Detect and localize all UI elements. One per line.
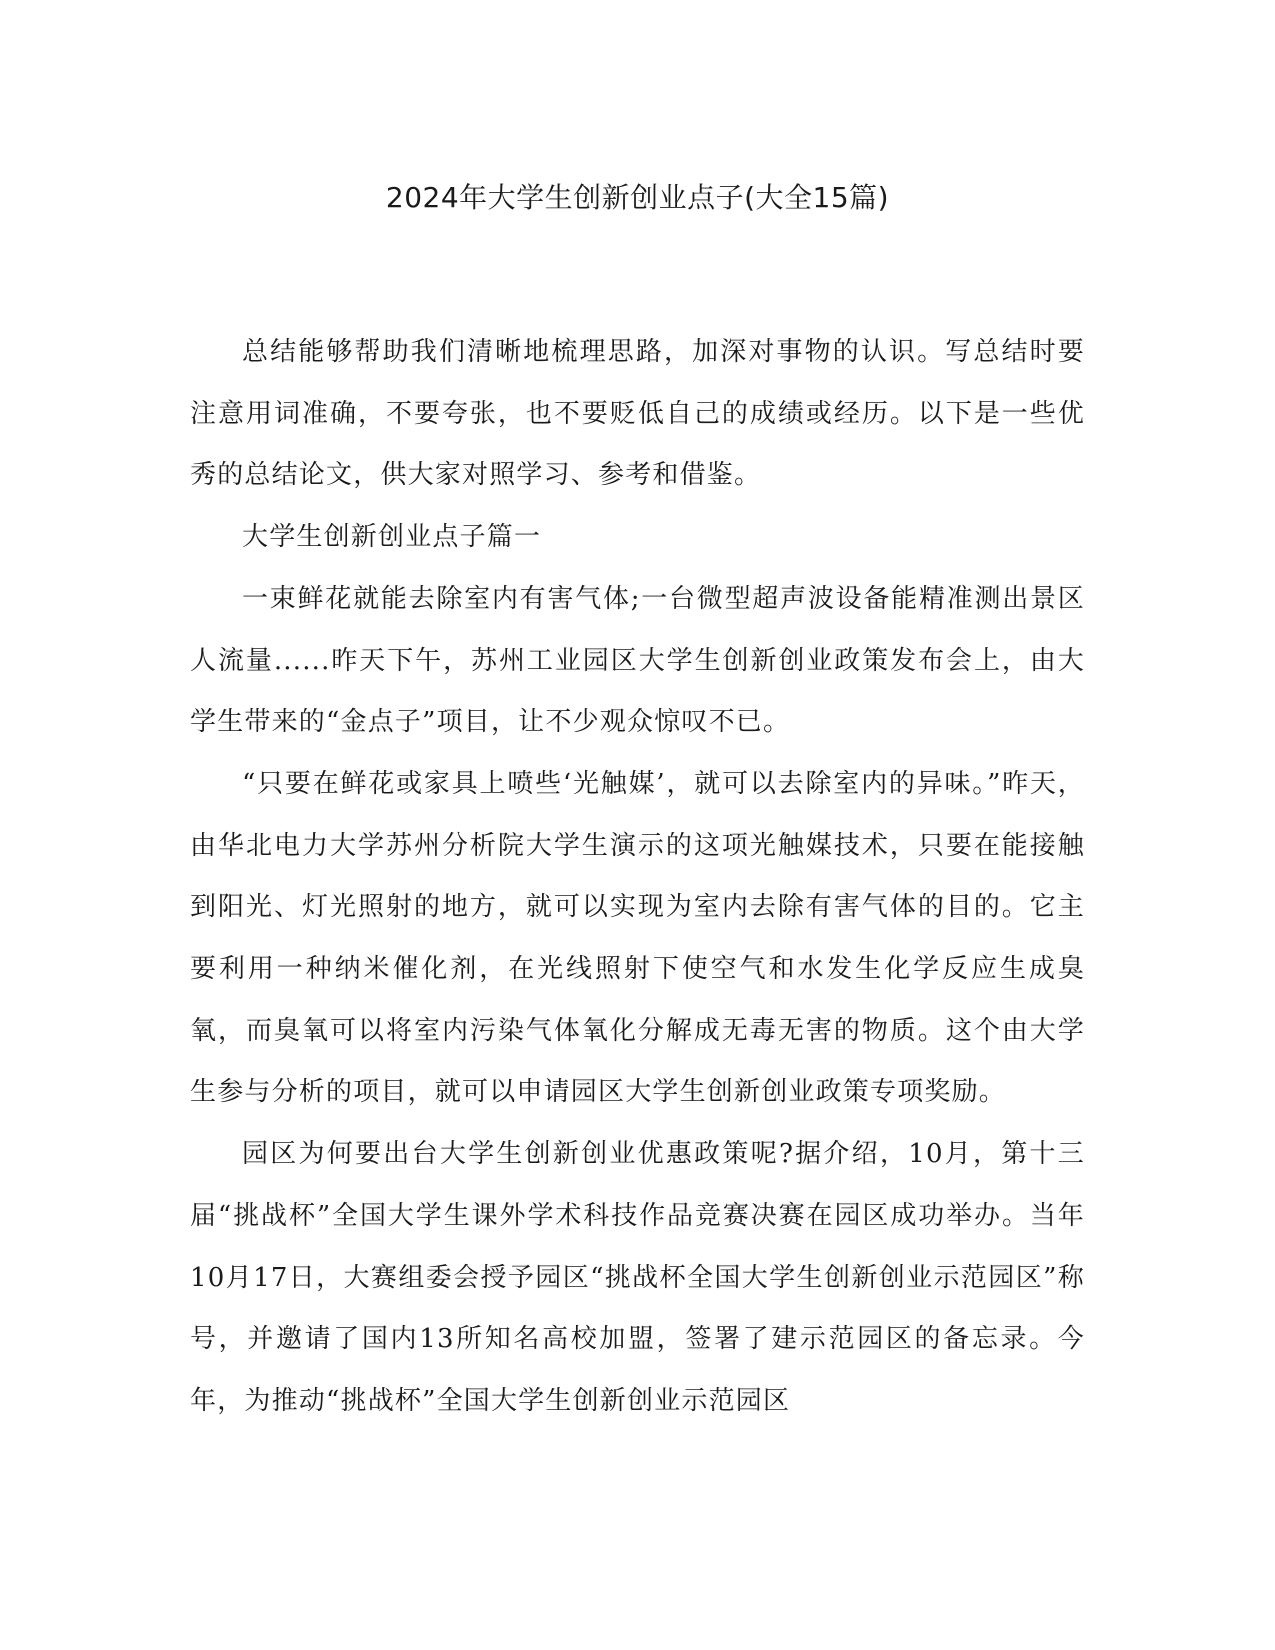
paragraph: “只要在鲜花或家具上喷些‘光触媒’，就可以去除室内的异味。”昨天，由华北电力大学苏州分析院大学生演示的这项光触媒技术，只要在能接触到阳光、灯光照射的地方，就可以实现为室内去除有害气体的目的。它主要利用一种纳米催化剂，在光线照射下使空气和水发生化学反应生成臭氧，而臭氧可以将室内污染气体氧化分解成无毒无害的物质。这个由大学生参与分析的项目，就可以申请园区大学生创新创业政策专项奖励。 bbox=[190, 768, 1085, 1108]
paragraph: 园区为何要出台大学生创新创业优惠政策呢?据介绍，10月，第十三届“挑战杯”全国大学生课外学术科技作品竞赛决赛在园区成功举办。当年10月17日，大赛组委会授予园区“挑战杯全国大学生创新创业示范园区”称号，并邀请了国内13所知名高校加盟，签署了建示范园区的备忘录。今年，为推动“挑战杯”全国大学生创新创业示范园区 bbox=[190, 1139, 1085, 1416]
document-title: 2024年大学生创新创业点子(大全15篇) bbox=[385, 181, 890, 214]
section-heading: 大学生创新创业点子篇一 bbox=[242, 522, 542, 553]
document-body bbox=[190, 322, 1085, 1433]
paragraph-intro: 总结能够帮助我们清晰地梳理思路，加深对事物的认识。写总结时要注意用词准确，不要夸张，也不要贬低自己的成绩或经历。以下是一些优秀的总结论文，供大家对照学习、参考和借鉴。 bbox=[190, 337, 1085, 491]
paragraph: 一束鲜花就能去除室内有害气体;一台微型超声波设备能精准测出景区人流量......昨天下午，苏州工业园区大学生创新创业政策发布会上，由大学生带来的“金点子”项目，让不少观众惊叹不已。 bbox=[190, 583, 1085, 738]
